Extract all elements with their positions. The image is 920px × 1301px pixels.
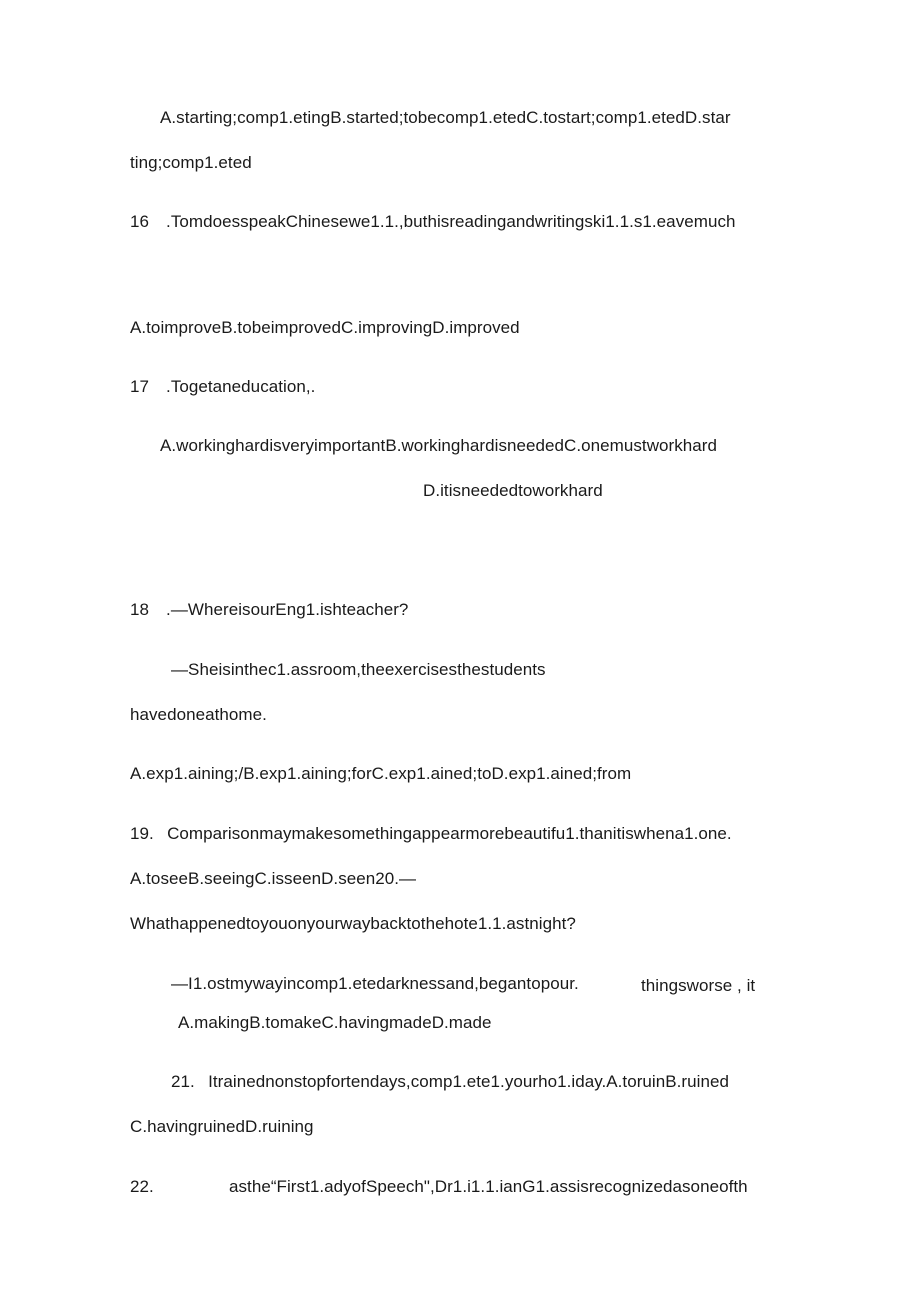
q17-options-line-1: A.workinghardisveryimportantB.workinghardisneededC.onemustworkhard bbox=[160, 436, 718, 455]
q19-stem: 19. Comparisonmaymakesomethingappearmorebeautifu1.thanitiswhena1.one. bbox=[130, 824, 732, 843]
q20-options: A.makingB.tomakeC.havingmadeD.made bbox=[178, 1013, 492, 1032]
q21-options-end: C.havingruinedD.ruining bbox=[130, 1117, 314, 1136]
q22-number: 22. bbox=[130, 1177, 154, 1196]
q15-options-line-1: A.starting;comp1.etingB.started;tobecomp1.etedC.tostart;comp1.etedD.star bbox=[160, 108, 731, 127]
q18-stem-answer-line-2: havedoneathome. bbox=[130, 705, 267, 724]
q16-options: A.toimproveB.tobeimprovedC.improvingD.improved bbox=[130, 318, 520, 337]
q20-stem-fragment: thingsworse , it bbox=[641, 976, 756, 995]
q18-options: A.exp1.aining;/B.exp1.aining;forC.exp1.ained;toD.exp1.ained;from bbox=[130, 764, 632, 783]
q20-stem-answer: —I1.ostmywayincomp1.etedarknessand,begantopour. bbox=[171, 974, 579, 993]
q20-stem-question: Whathappenedtoyouonyourwaybacktothehote1.1.astnight? bbox=[130, 914, 576, 933]
q19-options-q20-start: A.toseeB.seeingC.isseenD.seen20.— bbox=[130, 869, 417, 888]
q21-stem-options: 21. Itrainednonstopfortendays,comp1.ete1.yourho1.iday.A.toruinB.ruined bbox=[171, 1072, 729, 1091]
q22-stem: asthe“First1.adyofSpeech",Dr1.i1.1.ianG1.assisrecognizedasoneofth bbox=[229, 1177, 748, 1196]
q17-options-line-2: D.itisneededtoworkhard bbox=[423, 481, 603, 500]
q17-stem: 17 .Togetaneducation,. bbox=[130, 377, 316, 396]
q16-stem: 16 .TomdoesspeakChinesewe1.1.,buthisreadingandwritingski1.1.s1.eavemuch bbox=[130, 212, 736, 231]
q18-stem-answer-line-1: —Sheisinthec1.assroom,theexercisesthestudents bbox=[171, 660, 546, 679]
q15-options-line-2: ting;comp1.eted bbox=[130, 153, 252, 172]
q18-stem-question: 18 .—WhereisourEng1.ishteacher? bbox=[130, 600, 409, 619]
